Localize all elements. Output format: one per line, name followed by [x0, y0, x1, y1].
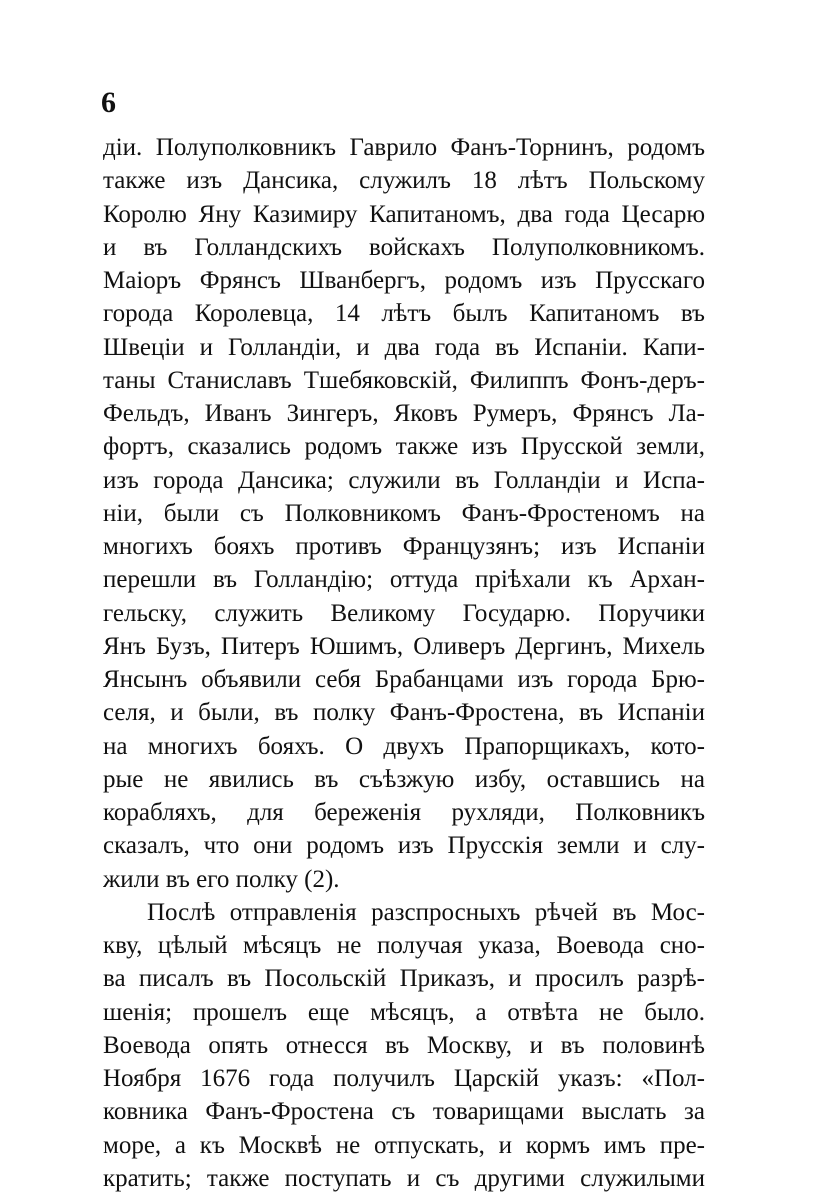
text-line: рые не явились въ съѣзжую избу, оставшись на [103, 765, 705, 793]
text-line: Янсынъ объявили себя Брабанцами изъ города Брю- [103, 666, 705, 693]
text-line: гельску, служить Великому Государю. Поручики [103, 599, 705, 627]
text-line: Королю Яну Казимиру Капитаномъ, два года Цесарю [103, 200, 705, 228]
text-line: Ноября 1676 года получилъ Царскій указъ: «Пол- [103, 1065, 705, 1092]
text-line: таны Станиславъ Тшебяковскій, Филиппъ Фонъ-деръ- [103, 366, 705, 394]
text-line: Швеціи и Голландіи, и два года въ Испаніи. Капи- [103, 333, 705, 361]
text-line: перешли въ Голландію; оттуда пріѣхали къ Архан- [103, 566, 705, 594]
text-line: море, а къ Москвѣ не отпускать, и кормъ имъ пре- [103, 1131, 705, 1159]
text-line: и въ Голландскихъ войскахъ Полуполковникомъ. [103, 233, 705, 261]
text-line: города Королевца, 14 лѣтъ былъ Капитаномъ въ [103, 300, 705, 328]
text-line: также изъ Дансика, служилъ 18 лѣтъ Польскому [103, 167, 705, 195]
text-line: селя, и были, въ полку Фанъ-Фростена, въ Испаніи [103, 699, 705, 727]
page-number: 6 [101, 86, 116, 119]
text-line: ніи, были съ Полковникомъ Фанъ-Фростеномъ на [103, 499, 705, 527]
text-line: Воевода опять отнесся въ Москву, и въ половинѣ [103, 1031, 705, 1059]
text-line: изъ города Дансика; служили въ Голландіи и Испа- [103, 466, 705, 494]
text-line: діи. Полуполковникъ Гаврило Фанъ-Торнинъ, родомъ [103, 134, 705, 161]
text-line: фортъ, сказались родомъ также изъ Прусской земли, [103, 433, 705, 461]
text-line: жили въ его полку (2). [103, 865, 340, 893]
text-line: многихъ бояхъ противъ Французянъ; изъ Испаніи [103, 533, 705, 560]
text-line: шенія; прошелъ еще мѣсяцъ, а отвѣта не было. [103, 998, 705, 1026]
text-line: Послѣ отправленія разспросныхъ рѣчей въ Мос- [147, 898, 705, 926]
text-line: Фельдъ, Иванъ Зингеръ, Яковъ Румеръ, Фрянсъ Ла- [103, 400, 705, 427]
body-text [103, 131, 705, 1195]
paragraph-2 [103, 896, 705, 1195]
text-line: на многихъ бояхъ. О двухъ Прапорщикахъ, кото- [103, 732, 705, 760]
text-line: ковника Фанъ-Фростена съ товарищами выслать за [103, 1098, 705, 1126]
text-line: корабляхъ, для береженія рухляди, Полковникъ [103, 799, 705, 826]
paragraph-1 [103, 131, 705, 896]
text-line: кратить; также поступать и съ другими служилыми [103, 1164, 705, 1192]
text-line: сказалъ, что они родомъ изъ Прусскія земли и слу- [103, 832, 705, 860]
text-line: ва писалъ въ Посольскій Приказъ, и просилъ разрѣ- [103, 965, 705, 993]
text-line: Маіоръ Фрянсъ Шванбергъ, родомъ изъ Прусскаго [103, 267, 705, 294]
text-line: кву, цѣлый мѣсяцъ не получая указа, Воевода сно- [103, 932, 705, 959]
text-line: Янъ Бузъ, Питеръ Юшимъ, Оливеръ Дергинъ, Михель [103, 632, 705, 660]
